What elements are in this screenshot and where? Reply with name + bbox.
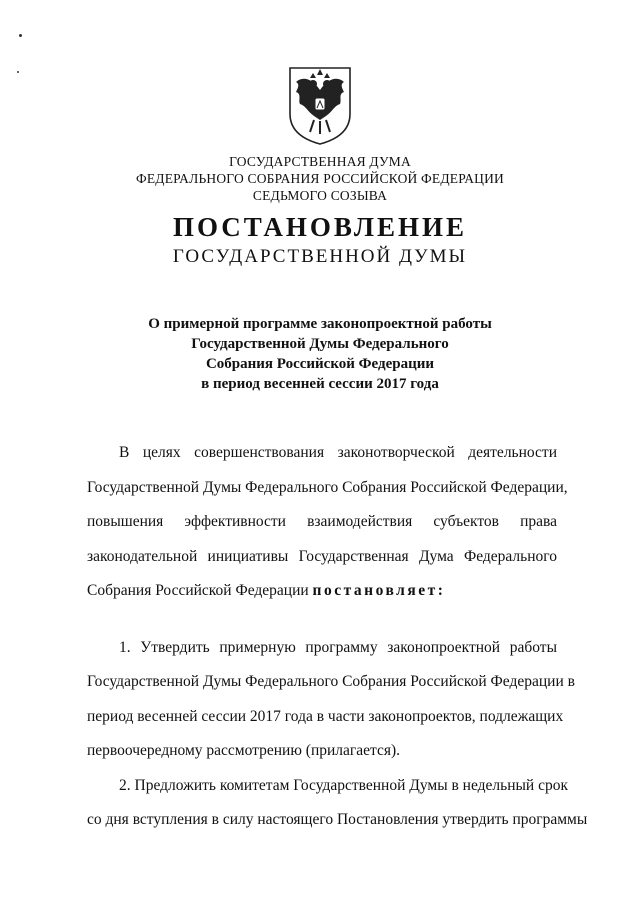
document-type-heading: ПОСТАНОВЛЕНИЕ bbox=[172, 212, 468, 242]
org-name-line: ФЕДЕРАЛЬНОГО СОБРАНИЯ РОССИЙСКОЙ ФЕДЕРАЦИИ bbox=[136, 171, 504, 186]
title-line: Государственной Думы Федерального bbox=[191, 336, 449, 352]
body-line: 1. Утвердить примерную программу законопроектной работы bbox=[119, 638, 557, 656]
issuer-header bbox=[0, 153, 640, 204]
org-name-line: ГОСУДАРСТВЕННАЯ ДУМА bbox=[229, 154, 411, 169]
body-line-text: Собрания Российской Федерации bbox=[87, 582, 309, 599]
title-line: Собрания Российской Федерации bbox=[205, 356, 435, 372]
paragraph-preamble bbox=[87, 436, 568, 609]
coat-of-arms-icon bbox=[286, 64, 354, 148]
paragraph-gap bbox=[87, 609, 557, 631]
paragraph-item-1 bbox=[87, 631, 575, 769]
body-line: В целях совершенствования законотворческой деятельности bbox=[119, 444, 557, 461]
body-line: период весенней сессии 2017 года в части законопроектов, подлежащих bbox=[87, 707, 564, 725]
body-line: со дня вступления в силу настоящего Постановления утвердить программы bbox=[87, 811, 588, 828]
title-line: в период весенней сессии 2017 года bbox=[201, 376, 439, 392]
resolves-keyword: постановляет: bbox=[312, 582, 446, 599]
paragraph-item-2 bbox=[87, 769, 588, 838]
title-line: О примерной программе законопроектной работы bbox=[148, 316, 492, 332]
body-line: законодательной инициативы Государственная Дума Федерального bbox=[87, 547, 557, 565]
body-line bbox=[87, 574, 557, 609]
scan-speck bbox=[19, 34, 22, 37]
document-body bbox=[87, 436, 588, 838]
body-line: Государственной Думы Федерального Собрания Российской Федерации в bbox=[87, 673, 575, 690]
body-line: Государственной Думы Федерального Собрания Российской Федерации, bbox=[87, 478, 568, 496]
body-line: повышения эффективности взаимодействия субъектов права bbox=[87, 513, 557, 530]
document-issuer-heading: ГОСУДАРСТВЕННОЙ ДУМЫ bbox=[172, 246, 468, 267]
document-title bbox=[0, 314, 640, 394]
body-line: 2. Предложить комитетам Государственной Думы в недельный срок bbox=[119, 776, 569, 794]
convocation-line: СЕДЬМОГО СОЗЫВА bbox=[252, 188, 388, 203]
body-line: первоочередному рассмотрению (прилагается). bbox=[87, 742, 401, 759]
scan-speck bbox=[17, 71, 19, 73]
